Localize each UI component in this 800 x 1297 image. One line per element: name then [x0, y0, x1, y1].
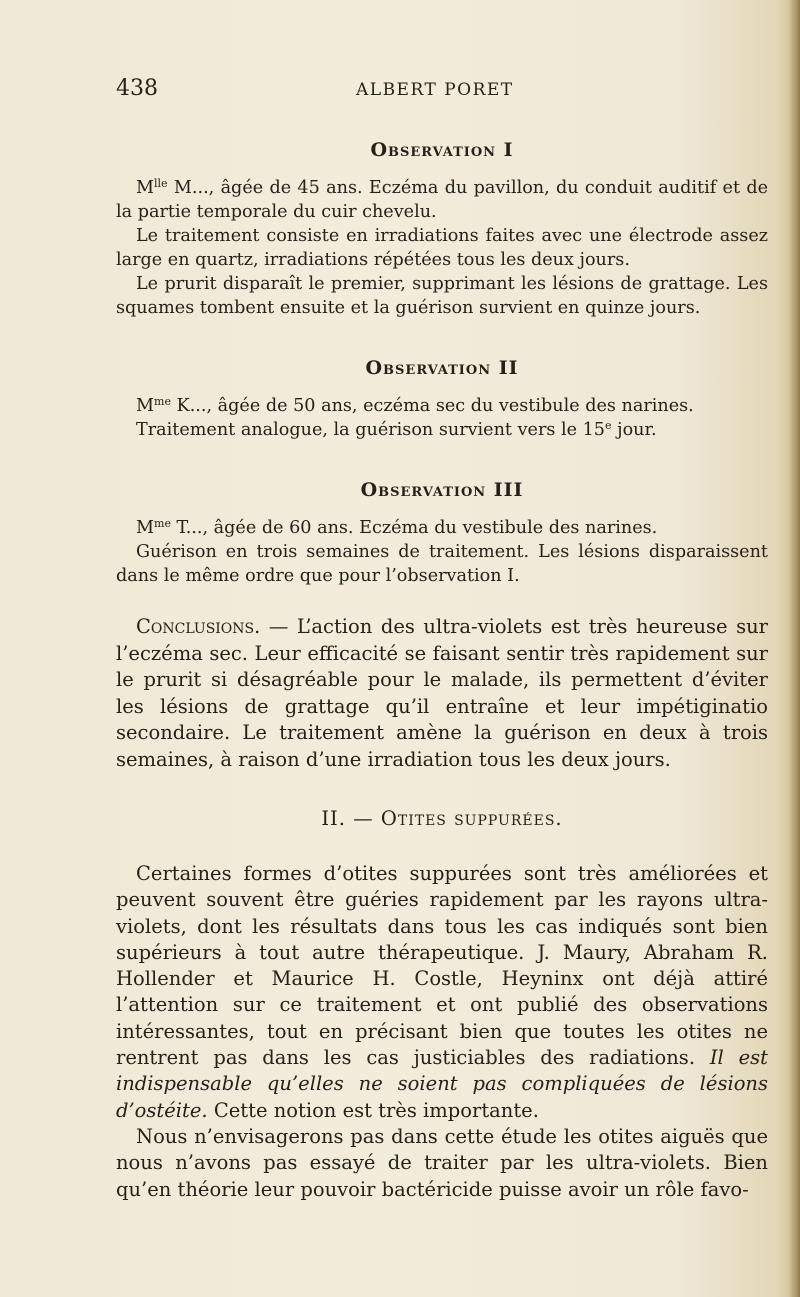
observation-2-text-a: Traitement analogue, la guérison survient vers le 15 [136, 420, 605, 440]
otites-paragraph-2: Nous n’envisagerons pas dans cette étude les otites aiguës que nous n’avons pas essayé de traiter par les ultra-violets. Bien qu’en théorie leur pouvoir bactéricide puisse avoir un rôle favo- [116, 1124, 768, 1201]
observation-1-text: M..., âgée de 45 ans. Eczéma du pavillon, du conduit auditif et de la partie temporale du cuir chevelu. [116, 178, 768, 222]
observation-3-title: Observation III [360, 479, 524, 501]
section-number: II. — [321, 807, 381, 830]
section-title: Otites suppurées. [380, 807, 563, 830]
conclusions-label: Conclusions. [136, 615, 261, 638]
otites-text-a: Certaines formes d’otites suppurées sont très améliorées et peuvent souvent être guéries rapidement par les rayons ultra-violets, dont les résultats dans tous les cas indiqués sont bien supérieurs à tout autre thérapeutique. J. Maury, Abraham R. Hollender et Maurice H. Costle, Heyninx ont déjà attiré l’attention sur ce traitement et ont publié des observations intéressantes, tout en précisant bien que toutes les otites ne rentrent pas dans les cas justiciables des radiations. [116, 862, 768, 1070]
page-body [116, 138, 768, 1203]
otites-text-b: Cette notion est très importante. [207, 1098, 539, 1122]
section-heading [116, 807, 768, 831]
page-number: 438 [116, 76, 158, 101]
page-header [116, 76, 760, 106]
observation-2-title: Observation II [365, 357, 519, 379]
title-abbr: M [136, 178, 155, 198]
title-sup: lle [154, 177, 168, 190]
observation-1-paragraph-2: Le traitement consiste en irradiations faites avec une électrode assez large en quartz, irradiations répétées tous les deux jours. [116, 226, 768, 270]
observation-1-paragraph-1 [116, 176, 768, 224]
observation-1-title: Observation I [370, 139, 514, 161]
ordinal-sup: e [605, 419, 612, 432]
title-abbr: M [136, 396, 155, 416]
title-sup: me [154, 395, 171, 408]
observation-3-paragraph-1 [116, 516, 768, 540]
conclusions-paragraph [116, 614, 768, 773]
observation-3-text: T..., âgée de 60 ans. Eczéma du vestibule des narines. [170, 518, 658, 538]
observation-2-paragraph-2 [116, 418, 768, 442]
otites-italic-text: Il est indispensable qu’elles ne soient pas compliquées de lésions d’ostéite. [116, 1046, 768, 1122]
observation-2-text: K..., âgée de 50 ans, eczéma sec du vestibule des narines. [170, 396, 694, 416]
running-title: ALBERT PORET [356, 80, 514, 100]
observation-3-paragraph-2: Guérison en trois semaines de traitement. Les lésions disparaissent dans le même ordre que pour l’observation I. [116, 542, 768, 586]
title-sup: me [154, 517, 171, 530]
observation-1-paragraph-3: Le prurit disparaît le premier, supprimant les lésions de grattage. Les squames tombent ensuite et la guérison survient en quinze jours. [116, 274, 768, 318]
title-abbr: M [136, 518, 155, 538]
observation-2-text-b: jour. [611, 420, 657, 440]
page-edge-shadow [788, 0, 800, 1297]
otites-paragraph-1 [116, 861, 768, 1124]
observation-2-paragraph-1 [116, 394, 768, 418]
conclusions-text: — L’action des ultra-violets est très heureuse sur l’eczéma sec. Leur efficacité se faisant sentir très rapidement sur le prurit si désagréable pour le malade, ils permettent d’éviter les lésions de grattage qu’il entraîne et leur impétiginatio secondaire. Le traitement amène la guérison en deux à trois semaines, à raison d’une irradiation tous les deux jours. [116, 615, 768, 771]
